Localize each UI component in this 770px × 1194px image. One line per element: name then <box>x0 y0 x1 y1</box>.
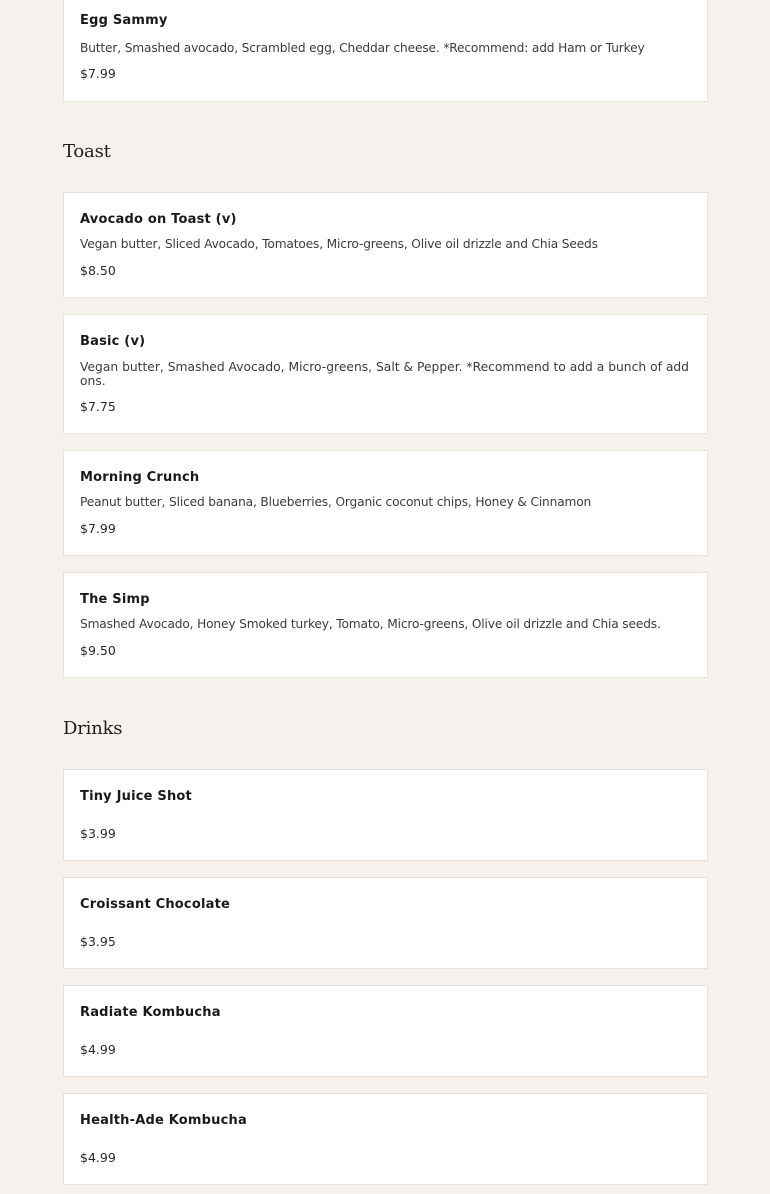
item-name: Health-Ade Kombucha <box>80 1113 247 1128</box>
menu-item-card[interactable] <box>63 0 708 102</box>
menu-item-card[interactable] <box>63 192 708 298</box>
item-price: $7.99 <box>80 66 116 81</box>
section-title-toast: Toast <box>63 141 111 162</box>
section-title-drinks: Drinks <box>63 718 123 739</box>
item-name: Basic (v) <box>80 334 146 349</box>
item-description: Vegan butter, Sliced Avocado, Tomatoes, Micro-greens, Olive oil drizzle and Chia Seeds <box>80 237 598 251</box>
item-price: $3.99 <box>80 826 116 841</box>
item-price: $8.50 <box>80 263 116 278</box>
item-price: $7.75 <box>80 399 116 414</box>
item-name: Tiny Juice Shot <box>80 789 192 804</box>
menu-item-card[interactable] <box>63 769 708 861</box>
menu-item-card[interactable] <box>63 1093 708 1185</box>
item-price: $9.50 <box>80 643 116 658</box>
menu-item-card[interactable] <box>63 450 708 556</box>
menu-item-card[interactable] <box>63 314 708 434</box>
item-price: $4.99 <box>80 1042 116 1057</box>
item-price: $4.99 <box>80 1150 116 1165</box>
item-price: $3.95 <box>80 934 116 949</box>
item-name: The Simp <box>80 592 150 607</box>
item-name: Radiate Kombucha <box>80 1005 221 1020</box>
item-description: Peanut butter, Sliced banana, Blueberries, Organic coconut chips, Honey & Cinnamon <box>80 495 592 509</box>
item-name: Egg Sammy <box>80 13 168 28</box>
menu-item-card[interactable] <box>63 877 708 969</box>
item-name: Morning Crunch <box>80 470 200 485</box>
item-name: Croissant Chocolate <box>80 897 231 912</box>
item-price: $7.99 <box>80 521 116 536</box>
item-name: Avocado on Toast (v) <box>80 212 237 227</box>
item-description: Vegan butter, Smashed Avocado, Micro-greens, Salt & Pepper. *Recommend to add a bunch of add ons. <box>80 360 689 388</box>
menu-item-card[interactable] <box>63 572 708 678</box>
item-description: Smashed Avocado, Honey Smoked turkey, Tomato, Micro-greens, Olive oil drizzle and Chia seeds. <box>80 617 661 631</box>
menu-item-card[interactable] <box>63 985 708 1077</box>
item-description: Butter, Smashed avocado, Scrambled egg, Cheddar cheese. *Recommend: add Ham or Turkey <box>80 41 645 55</box>
